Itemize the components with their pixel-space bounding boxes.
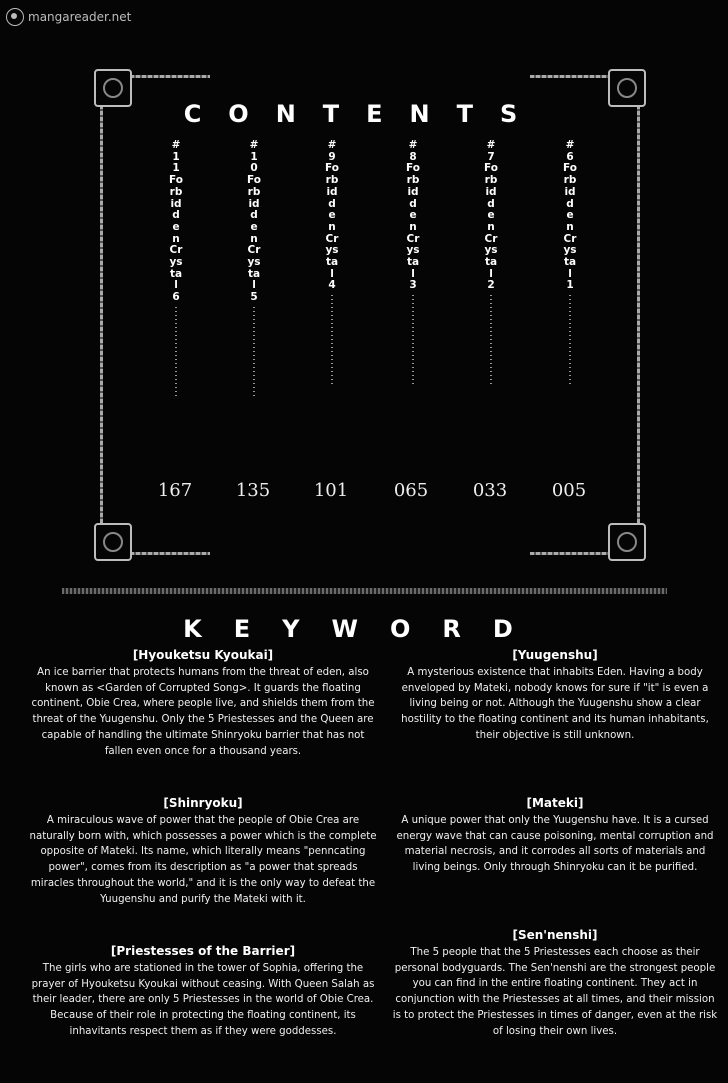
keyword-heading: [Shinryoku]: [163, 796, 243, 810]
chapter-title: #7 Forbidden Crystal 2: [484, 139, 498, 292]
site-logo-icon: [6, 8, 24, 26]
leader-dots: [331, 295, 333, 385]
chapter-entry: [560, 140, 580, 385]
frame-edge: [100, 105, 103, 525]
keyword-title: KEYWORD: [183, 615, 545, 643]
chapter-title: #8 Forbidden Crystal 3: [406, 139, 420, 292]
chapter-title: #10 Forbidden Crystal 5: [247, 139, 261, 304]
keyword-entry: [390, 796, 720, 876]
chapter-title: #9 Forbidden Crystal 4: [325, 139, 339, 292]
chapter-entry: [244, 140, 264, 397]
leader-dots: [253, 307, 255, 397]
ornament-corner-icon: [94, 523, 132, 561]
chapter-entry: [481, 140, 501, 385]
chapter-entry: [403, 140, 423, 385]
frame-edge: [530, 552, 610, 555]
frame-edge: [530, 75, 610, 78]
chapter-entry: [322, 140, 342, 385]
frame-edge: [637, 105, 640, 525]
keyword-heading: [Mateki]: [526, 796, 584, 810]
frame-edge: [130, 552, 210, 555]
chapter-entry: [166, 140, 186, 397]
keyword-entry: [390, 928, 720, 1039]
keyword-heading: [Sen'nenshi]: [512, 928, 598, 942]
keyword-entry: [28, 648, 378, 759]
keyword-entry: [28, 944, 378, 1040]
watermark-text: mangareader.net: [28, 10, 132, 24]
keyword-text: A miraculous wave of power that the people of Obie Crea are naturally born with, which possesses a power which is the complete opposite of Mateki. Its name, which literally means "penncating power", comes from its description as "a power that spreads miracles throughout the world," and it is the only way to defeat the Yuugenshu and purify the Mateki with it.: [29, 815, 377, 905]
keyword-entry: [28, 796, 378, 907]
keyword-text: A mysterious existence that inhabits Eden. Having a body enveloped by Mateki, nobody knows for sure if "it" is even a living being or not. Although the Yuugenshu show a clear hostility to the floating continent and its human inhabitants, their objective is still unknown.: [401, 667, 709, 741]
keyword-heading: [Hyouketsu Kyoukai]: [132, 648, 274, 662]
keyword-text: The 5 people that the 5 Priestesses each choose as their personal bodyguards. The Sen'nenshi are the strongest people you can find in the entire floating continent. They act in conjunction with the Priestesses at all times, and their mission is to protect the Priestesses in times of danger, even at the risk of losing their own lives.: [392, 947, 718, 1037]
keyword-heading: [Yuugenshu]: [512, 648, 598, 662]
page-number: 033: [472, 480, 508, 501]
keyword-text: The girls who are stationed in the tower of Sophia, offering the prayer of Hyouketsu Kyoukai without ceasing. With Queen Salah as their leader, there are only 5 Priestesses in the world of Obie Crea. Because of their role in protecting the floating continent, its inhavitants respect them as if they were goddesses.: [31, 963, 375, 1037]
leader-dots: [569, 295, 571, 385]
watermark: [6, 8, 131, 26]
leader-dots: [490, 295, 492, 385]
ornament-corner-icon: [608, 523, 646, 561]
page-number: 005: [551, 480, 587, 501]
keyword-text: An ice barrier that protects humans from the threat of eden, also known as <Garden of Corrupted Song>. It guards the floating continent, Obie Crea, where people live, and shields them from the threat of the Yuugenshu. Only the 5 Priestesses and the Queen are capable of handling the ultimate Shinryoku barrier that has not fallen even once for a thousand years.: [31, 667, 375, 757]
chapter-title: #11 Forbidden Crystal 6: [169, 139, 183, 304]
page-number: 065: [393, 480, 429, 501]
chapter-title: #6 Forbidden Crystal 1: [563, 139, 577, 292]
page-number: 101: [313, 480, 349, 501]
frame-edge: [130, 75, 210, 78]
leader-dots: [412, 295, 414, 385]
keyword-heading: [Priestesses of the Barrier]: [110, 944, 296, 958]
section-divider: [62, 588, 667, 594]
page-number: 135: [235, 480, 271, 501]
keyword-text: A unique power that only the Yuugenshu have. It is a cursed energy wave that can cause poisoning, mental corruption and material necrosis, and it corrodes all sorts of materials and living beings. Only through Shinryoku can it be purified.: [396, 815, 714, 874]
keyword-entry: [390, 648, 720, 744]
page-number: 167: [157, 480, 193, 501]
leader-dots: [175, 307, 177, 397]
contents-title: CONTENTS: [183, 100, 545, 128]
